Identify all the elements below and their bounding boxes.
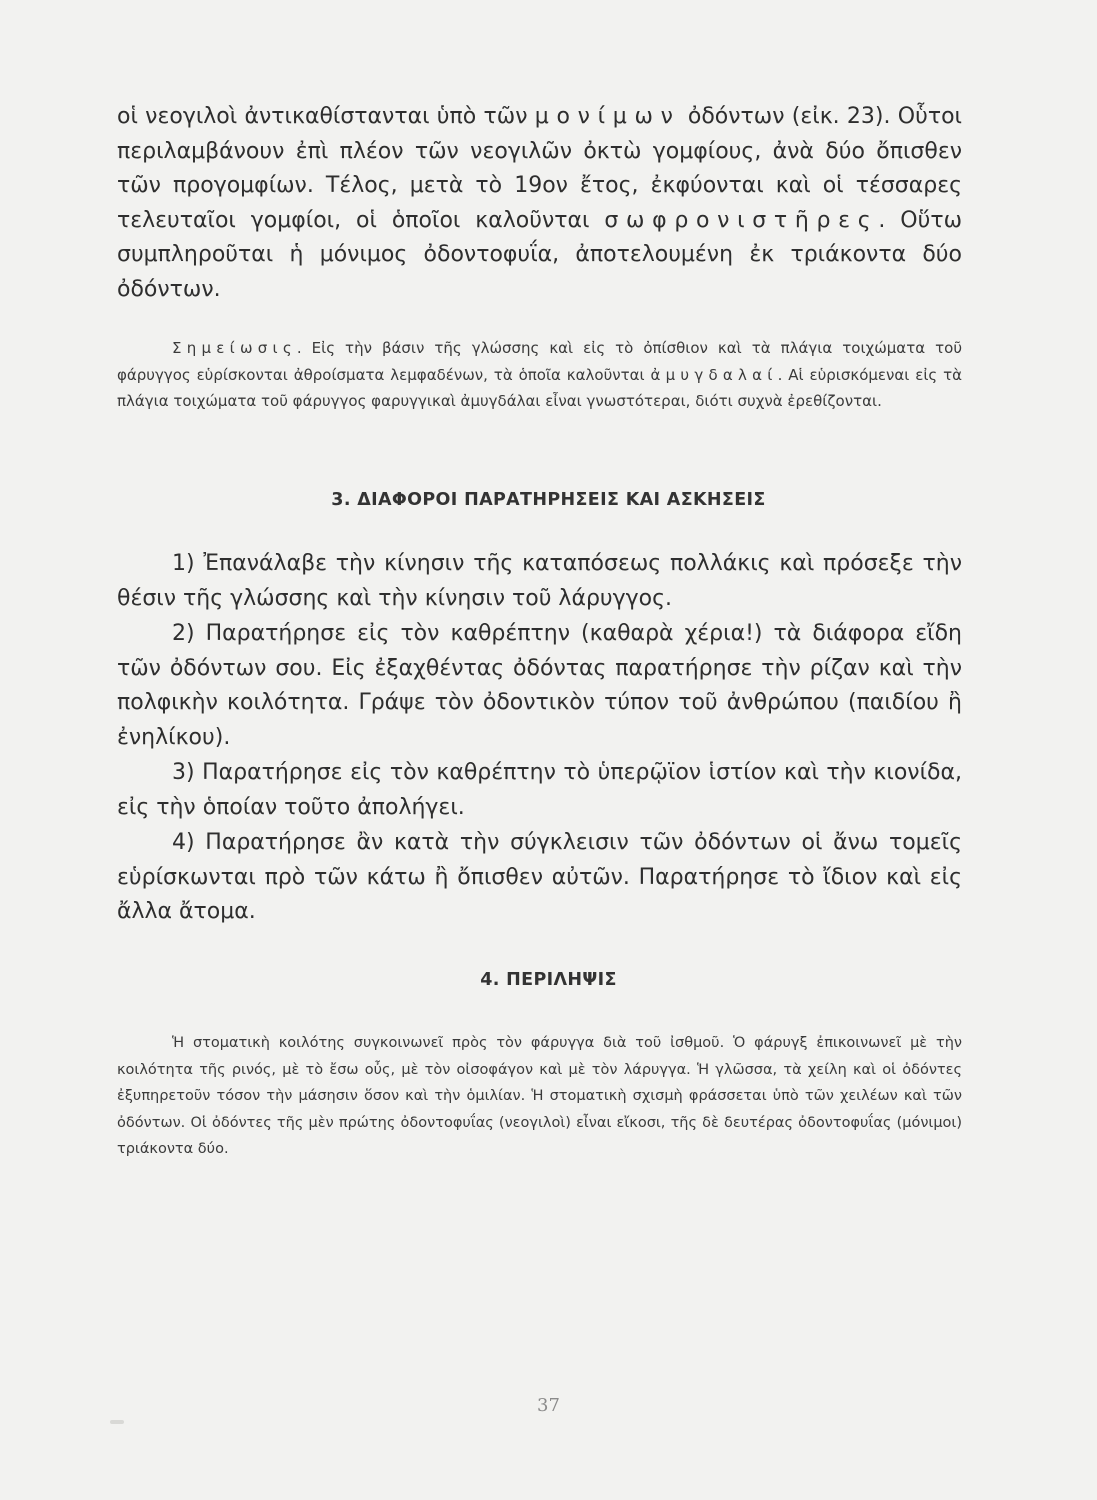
intro-text-2: ὀδόντων (εἰκ. 23). Οὗτοι περιλαμβάνουν ἐπὶ πλέον τῶν νεογιλῶν ὀκτὼ γομφίους, ἀνὰ δύο ὄπισθεν τῶν προγομφίων. Τέλος, μετὰ τὸ 19ον ἔτος, ἐκφύονται καὶ οἱ τέσσαρες τελευταῖοι γομφίοι, οἱ ὁποῖοι καλοῦνται	[117, 104, 962, 233]
note-paragraph	[117, 335, 962, 415]
note-text-1: . Εἰς τὴν βάσιν τῆς γλώσσης καὶ εἰς τὸ ὀπίσθιον καὶ τὰ πλάγια τοιχώματα τοῦ φάρυγγος εὑρίσκονται ἀθροίσματα λεμφαδένων, τὰ ὁποῖα καλοῦνται	[117, 339, 962, 384]
exercise-item-1: 1) Ἐπανάλαβε τὴν κίνησιν τῆς καταπόσεως πολλάκις καὶ πρόσεξε τὴν θέσιν τῆς γλώσσης καὶ τὴν κίνησιν τοῦ λάρυγγος.	[117, 551, 962, 611]
note-spaced-term: ἀμυγδαλαί	[650, 365, 778, 384]
page-number: 37	[537, 1395, 560, 1416]
note-label: Σημείωσις	[172, 339, 297, 357]
exercise-item-4: 4) Παρατήρησε ἂν κατὰ τὴν σύγκλεισιν τῶν ὀδόντων οἱ ἄνω τομεῖς εὑρίσκωνται πρὸ τῶν κάτω ἢ ὄπισθεν αὐτῶν. Παρατήρησε τὸ ἴδιον καὶ εἰς ἄλλα ἄτομα.	[117, 830, 962, 924]
section-4-heading: 4. ΠΕΡΙΛΗΨΙΣ	[480, 970, 617, 990]
scan-smudge	[110, 1420, 124, 1424]
intro-text-1: οἱ νεογιλοὶ ἀντικαθίστανται ὑπὸ τῶν	[117, 104, 535, 129]
note-text-2: . Αἱ εὑρισκόμεναι εἰς τὰ πλάγια τοιχώματα τοῦ φάρυγγος φαρυγγικαὶ ἀμυγδάλαι εἶναι γνωστότεραι, διότι συχνὰ ἐρεθίζονται.	[117, 365, 962, 410]
exercise-item-3: 3) Παρατήρησε εἰς τὸν καθρέπτην τὸ ὑπερῷϊον ἱστίον καὶ τὴν κιονίδα, εἰς τὴν ὁποίαν τοῦτο ἀπολήγει.	[117, 760, 962, 820]
intro-paragraph	[117, 100, 962, 307]
section-3-heading: 3. ΔΙΑΦΟΡΟΙ ΠΑΡΑΤΗΡΗΣΕΙΣ ΚΑΙ ΑΣΚΗΣΕΙΣ	[331, 490, 766, 510]
intro-spaced-term-2: σωφρονιστῆρες	[604, 207, 879, 233]
intro-spaced-term-1: μονίμων	[534, 104, 681, 129]
intro-text-3: . Οὕτω συμπληροῦται ἡ μόνιμος ὀδοντοφυΐα, ἀποτελουμένη ἐκ τριάκοντα δύο ὀδόντων.	[117, 207, 963, 302]
summary-paragraph: Ἡ στοματικὴ κοιλότης συγκοινωνεῖ πρὸς τὸν φάρυγγα διὰ τοῦ ἰσθμοῦ. Ὁ φάρυγξ ἐπικοινωνεῖ μὲ τὴν κοιλότητα τῆς ρινός, μὲ τὸ ἔσω οὖς, μὲ τὸν οἰσοφάγον καὶ μὲ τὸν λάρυγγα. Ἡ γλῶσσα, τὰ χείλη καὶ οἱ ὀδόντες ἐξυπηρετοῦν τόσον τὴν μάσησιν ὅσον καὶ τὴν ὁμιλίαν. Ἡ στοματικὴ σχισμὴ φράσσεται ὑπὸ τῶν χειλέων καὶ τῶν ὀδόντων. Οἱ ὀδόντες τῆς μὲν πρώτης ὀδοντοφυΐας (νεογιλοὶ) εἶναι εἴκοσι, τῆς δὲ δευτέρας ὀδοντοφυΐας (μόνιμοι) τριάκοντα δύο.	[117, 1035, 962, 1157]
exercise-item-2: 2) Παρατήρησε εἰς τὸν καθρέπτην (καθαρὰ χέρια!) τὰ διάφορα εἴδη τῶν ὀδόντων σου. Εἰς ἐξαχθέντας ὀδόντας παρατήρησε τὴν ρίζαν καὶ τὴν πολφικὴν κοιλότητα. Γράψε τὸν ὀδοντικὸν τύπον τοῦ ἀνθρώπου (παιδίου ἢ ἐνηλίκου).	[117, 621, 962, 750]
